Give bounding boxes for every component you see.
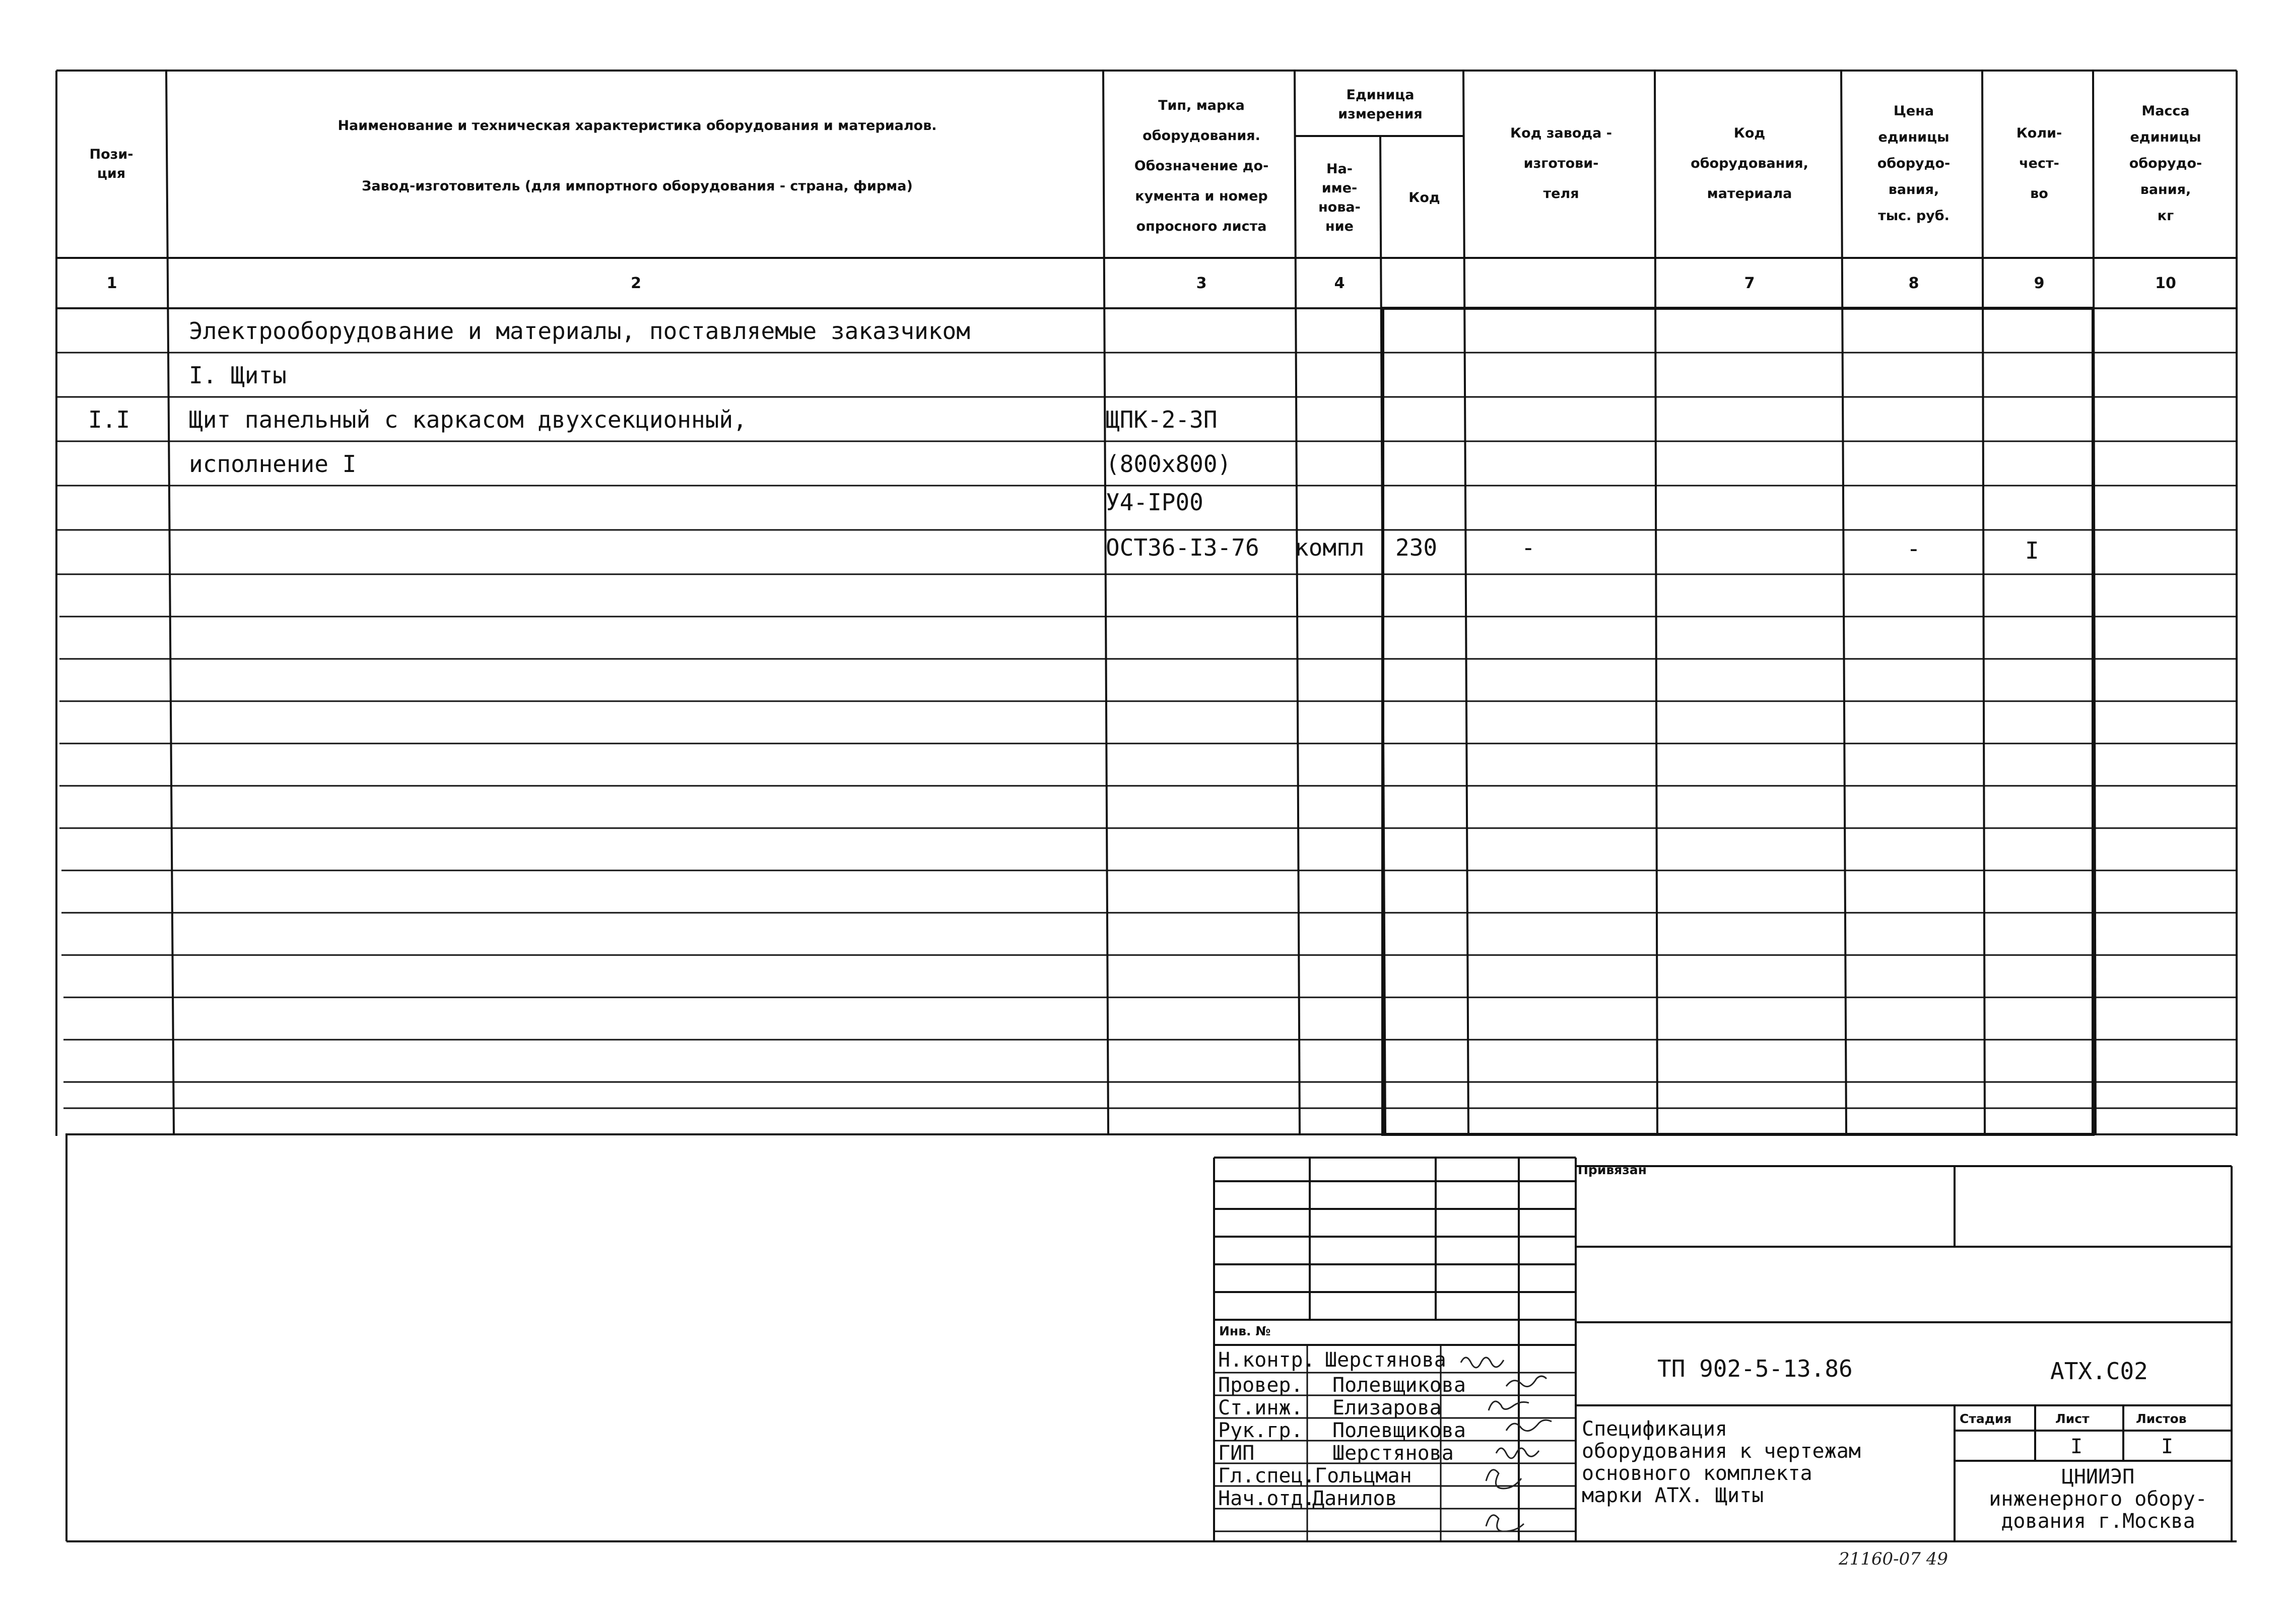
column-number: 1 [106,274,117,292]
header-type: Тип, марка оборудования. Обозначение до- кумента и номер опросного листа [1134,98,1269,234]
item-price: - [1907,535,1921,562]
item-name: Щит панельный с каркасом двухсекционный, [189,406,747,433]
document-mark: АТХ.С02 [2050,1358,2148,1385]
role-label: Рук.гр. [1218,1419,1303,1442]
signature-mark [1489,1401,1529,1410]
role-label: Провер. [1218,1374,1303,1397]
column-number: 2 [631,274,641,292]
subsection-title: I. Щиты [189,362,287,389]
item-type-size: (800х800) [1106,450,1232,478]
header-price: Цена единицы оборудо- вания, тыс. руб. [1877,103,1951,224]
section-title: Электрооборудование и материалы, поставляемые заказчиком [189,317,970,345]
item-factory-code: - [1521,534,1535,561]
role-label: Нач.отд. [1218,1487,1315,1510]
signature-mark [1461,1358,1504,1368]
signature-mark [1506,1420,1552,1431]
header-quantity: Коли- чест- во [2016,125,2062,201]
person-name: Шерстянова [1325,1348,1446,1372]
column-number: 10 [2155,274,2176,292]
privyazan-label: Привязан [1578,1163,1647,1177]
item-name-cont: исполнение I [189,450,357,478]
sheets-count: I [2161,1435,2174,1458]
header-factory-code: Код завода - изготови- теля [1510,125,1612,201]
person-name: Полевщикова [1332,1374,1466,1397]
role-label: Гл.спец. [1218,1464,1315,1487]
person-name: Шерстянова [1332,1442,1454,1465]
position-number: I.I [88,406,130,433]
signature-mark [1496,1448,1539,1458]
column-number: 3 [1196,274,1207,292]
role-label: Н.контр. [1218,1348,1315,1372]
person-name: Данилов [1312,1487,1397,1510]
item-unit: компл [1295,534,1365,561]
column-number: 7 [1744,274,1755,292]
sheet-number: I [2070,1435,2083,1458]
sheets-label: Листов [2136,1411,2187,1426]
inventory-number-label: Инв. № [1219,1324,1271,1338]
item-unit-code: 230 [1395,534,1438,561]
person-name: Елизарова [1332,1396,1442,1419]
role-label: ГИП [1218,1442,1255,1465]
document-title: Спецификация оборудования к чертежам основного комплекта марки АТХ. Щиты [1582,1417,1861,1507]
column-number: 8 [1908,274,1919,292]
person-name: Гольцман [1315,1464,1412,1487]
signature-mark [1486,1470,1521,1488]
header-name-line2: Завод-изготовитель (для импортного оборудования - страна, фирма) [362,178,913,194]
sheet-label: Лист [2055,1411,2090,1426]
organization: ЦНИИЭП инженерного обору- дования г.Москва [1989,1465,2207,1533]
footer-stamp: 21160-07 49 [1839,1549,1948,1569]
header-unit-code: Код [1408,189,1440,206]
role-label: Ст.инж. [1218,1396,1303,1419]
stage-label: Стадия [1960,1411,2012,1426]
item-quantity: I [2025,537,2039,564]
person-name: Полевщикова [1332,1419,1466,1442]
item-type-code: У4-IР00 [1106,489,1203,516]
document-code: ТП 902-5-13.86 [1657,1355,1853,1382]
column-number: 4 [1334,274,1345,292]
item-standard: ОСТ36-I3-76 [1106,534,1259,561]
item-type: ЩПК-2-3П [1106,406,1218,433]
column-number: 9 [2034,274,2045,292]
signature-mark [1486,1515,1524,1531]
header-position: Пози- ция [89,147,133,181]
signature-mark [1506,1376,1547,1387]
header-mass: Масса единицы оборудо- вания, кг [2129,103,2202,224]
header-unit-name: На- име- нова- ние [1318,161,1361,234]
header-unit-group: Единица измерения [1338,87,1423,122]
header-name-line1: Наименование и техническая характеристика оборудования и материалов. [338,118,937,133]
header-equipment-code: Код оборудования, материала [1691,125,1808,201]
